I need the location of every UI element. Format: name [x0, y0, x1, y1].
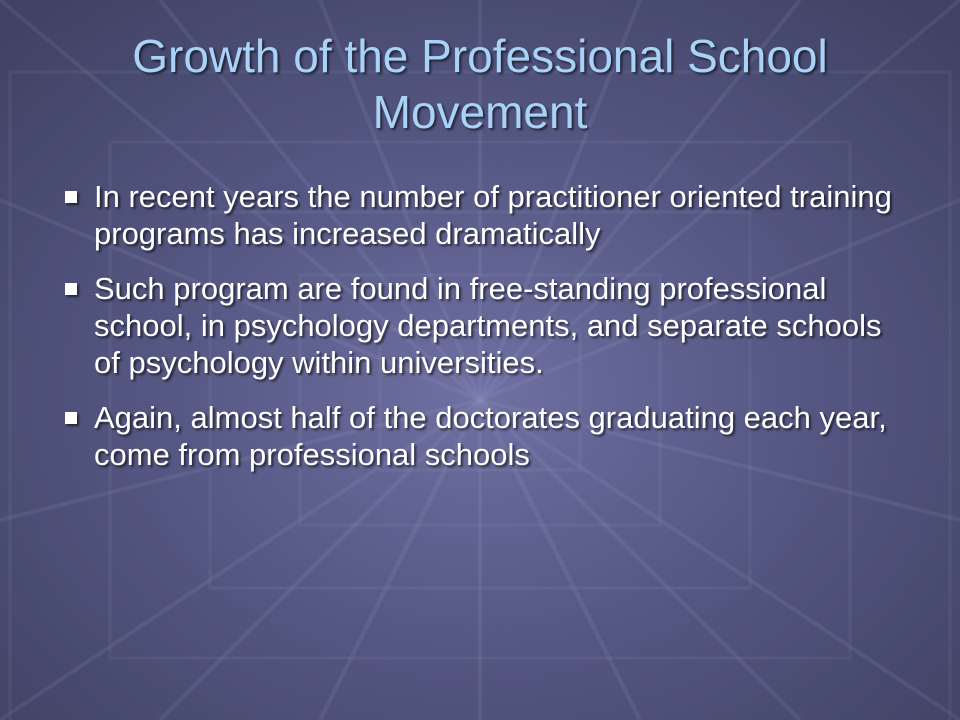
square-bullet-icon [65, 191, 77, 203]
bullet-text: In recent years the number of practitioner oriented training programs has increased dramatically [94, 179, 892, 251]
list-item [64, 178, 914, 252]
list-item [64, 270, 914, 381]
bullet-text: Again, almost half of the doctorates graduating each year, come from professional schools [94, 400, 887, 472]
list-item [64, 399, 914, 473]
bullet-list [64, 178, 914, 491]
bullet-text: Such program are found in free-standing professional school, in psychology departments, and separate schools of psychology within universities. [94, 271, 882, 380]
slide-title: Growth of the Professional School Movement [132, 30, 828, 138]
square-bullet-icon [65, 412, 77, 424]
square-bullet-icon [65, 283, 77, 295]
